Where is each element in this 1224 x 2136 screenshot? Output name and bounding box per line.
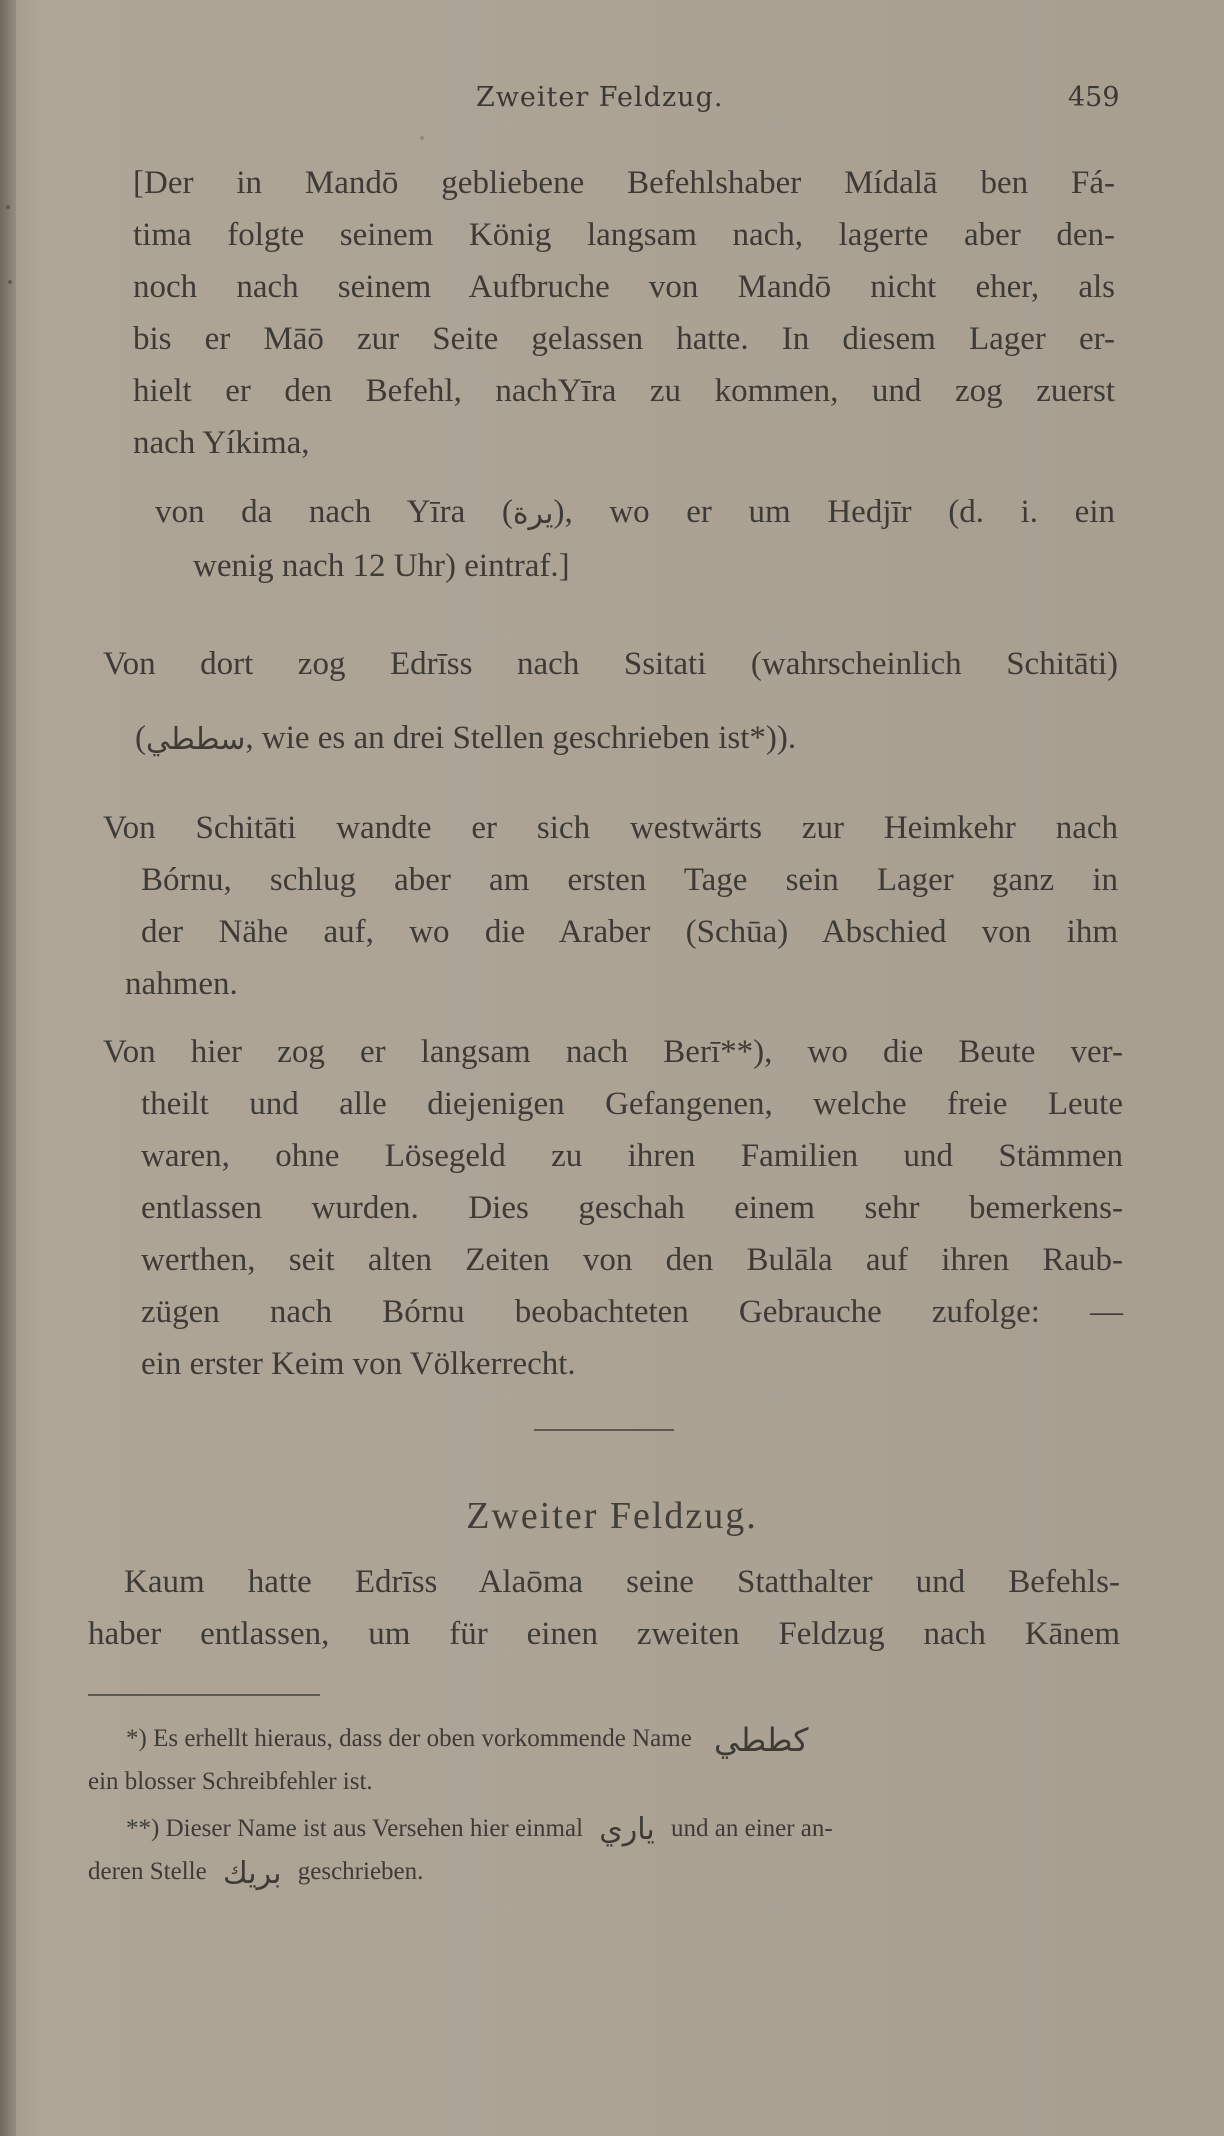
- footnote-1: [88, 1718, 1118, 1803]
- text-line: wenig nach 12 Uhr) eintraf.]: [193, 548, 570, 585]
- text-line: Von dort zog Edrīss nach Ssitati (wahrscheinlich Schitāti): [103, 646, 1118, 682]
- arabic-word: سططي: [146, 722, 246, 758]
- text-line: entlassen wurden. Dies geschah einem sehr bemerkens-: [141, 1190, 1123, 1226]
- running-header: [0, 82, 1224, 122]
- paragraph-5: [103, 1026, 1123, 1390]
- arabic-word: كططي: [714, 1721, 809, 1760]
- text-line: nahmen.: [125, 966, 238, 1002]
- page-number: 459: [1068, 82, 1120, 113]
- section-paragraph: [88, 1556, 1120, 1660]
- text-line: zügen nach Bórnu beobachteten Gebrauche zufolge: —: [141, 1294, 1123, 1330]
- paragraph-4: [103, 802, 1118, 1010]
- footnote-line: [88, 1808, 1118, 1851]
- section-heading: Zweiter Feldzug.: [466, 1495, 758, 1537]
- text-line: [Der in Mandō gebliebene Befehlshaber Mídalā ben Fá-: [133, 165, 1115, 201]
- text-line: theilt und alle diejenigen Gefangenen, welche freie Leute: [141, 1086, 1123, 1122]
- text-line: [103, 712, 1118, 766]
- paragraph-1: [133, 157, 1115, 469]
- text-span: von da nach Yīra (: [155, 494, 513, 530]
- paper-speck: [420, 136, 424, 140]
- text-line: haber entlassen, um für einen zweiten Feldzug nach Kānem: [88, 1616, 1120, 1652]
- text-line: hielt er den Befehl, nachYīra zu kommen, und zog zuerst: [133, 373, 1115, 409]
- text-line: nach Yíkima,: [133, 425, 310, 461]
- text-line: tima folgte seinem König langsam nach, lagerte aber den-: [133, 217, 1115, 253]
- footnote-rule: [88, 1694, 320, 1696]
- text-line: [155, 486, 1115, 540]
- paper-speck: [8, 280, 12, 284]
- text-line: Kaum hatte Edrīss Alaōma seine Statthalter und Befehls-: [124, 1564, 1120, 1600]
- text-span: ), wo er um Hedjīr (d. i. ein: [553, 494, 1115, 530]
- text-line: ein erster Keim von Völkerrecht.: [141, 1346, 576, 1382]
- section-divider: [534, 1429, 674, 1431]
- footnote-text: deren Stelle: [88, 1858, 207, 1886]
- arabic-word: ياري: [599, 1812, 655, 1848]
- text-span: (: [135, 720, 146, 756]
- footnote-line: [88, 1718, 1118, 1761]
- text-line: noch nach seinem Aufbruche von Mandō nicht eher, als: [133, 269, 1115, 305]
- text-span: , wie es an drei Stellen geschrieben ist*)).: [245, 720, 797, 756]
- footnote-text: und an einer an-: [671, 1815, 833, 1842]
- text-line: Bórnu, schlug aber am ersten Tage sein Lager ganz in: [141, 862, 1118, 898]
- text-line: bis er Māō zur Seite gelassen hatte. In diesem Lager er-: [133, 321, 1115, 357]
- arabic-word: بريك: [222, 1855, 282, 1891]
- paragraph-2: [155, 486, 1115, 592]
- paper-speck: [6, 205, 10, 209]
- footnote-text: *) Es erhellt hieraus, dass der oben vorkommende Name: [126, 1725, 692, 1752]
- footnote-text: **) Dieser Name ist aus Versehen hier einmal: [126, 1815, 584, 1842]
- text-line: werthen, seit alten Zeiten von den Bulāla auf ihren Raub-: [141, 1242, 1123, 1278]
- paragraph-3: [103, 638, 1118, 766]
- text-line: Von hier zog er langsam nach Berī**), wo die Beute ver-: [103, 1034, 1123, 1070]
- text-line: waren, ohne Lösegeld zu ihren Familien und Stämmen: [141, 1138, 1123, 1174]
- text-line: der Nähe auf, wo die Araber (Schūa) Abschied von ihm: [141, 914, 1118, 950]
- running-head-title: Zweiter Feldzug.: [476, 82, 724, 113]
- page-gutter: [0, 0, 16, 2136]
- footnote-text: geschrieben.: [297, 1858, 424, 1886]
- arabic-word: يرة: [512, 496, 554, 532]
- footnote-line: [88, 1851, 1118, 1894]
- footnote-2: [88, 1808, 1118, 1895]
- text-line: Von Schitāti wandte er sich westwärts zur Heimkehr nach: [103, 810, 1118, 846]
- footnote-line: ein blosser Schreibfehler ist.: [88, 1768, 373, 1796]
